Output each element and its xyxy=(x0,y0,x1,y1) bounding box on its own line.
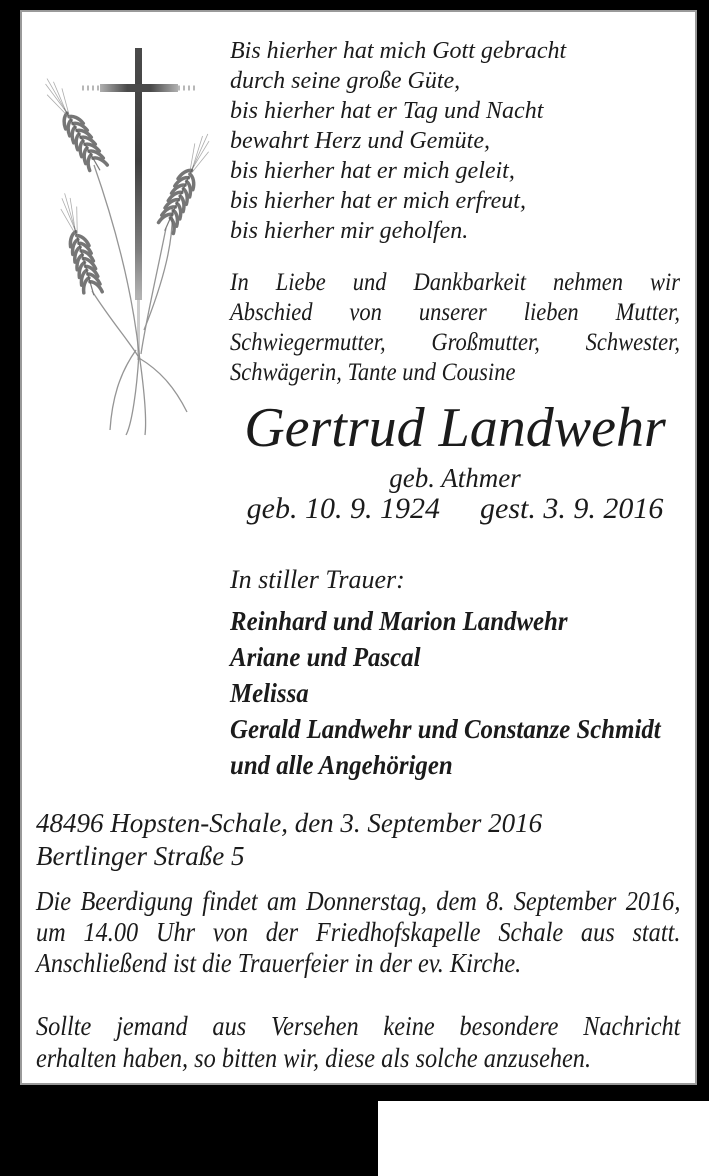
mourner-line: und alle Angehörigen xyxy=(230,750,453,780)
black-background-bottom-left xyxy=(0,1101,378,1176)
funeral-line: um 14.00 Uhr von der Friedhofskapelle Schale aus statt. xyxy=(36,917,681,947)
verse-line: bewahrt Herz und Gemüte, xyxy=(230,128,490,154)
farewell-line: In Liebe und Dankbarkeit nehmen wir xyxy=(230,269,680,296)
wheat-and-cross-illustration xyxy=(24,28,224,436)
mourner-line: Melissa xyxy=(230,678,309,708)
farewell-line: Schwägerin, Tante und Cousine xyxy=(230,359,516,386)
mourner-line: Reinhard und Marion Landwehr xyxy=(230,606,568,636)
farewell-line: Schwiegermutter, Großmutter, Schwester, xyxy=(230,329,680,356)
mourner-line: Gerald Landwehr und Constanze Schmidt xyxy=(230,714,661,744)
maiden-name: geb. Athmer xyxy=(389,463,521,493)
farewell-paragraph xyxy=(230,268,680,388)
place-and-address xyxy=(36,807,686,873)
funeral-line: Die Beerdigung findet am Donnerstag, dem 8. September 2016, xyxy=(36,886,681,916)
place-date-line: 48496 Hopsten-Schale, den 3. September 2016 xyxy=(36,808,543,838)
verse-line: bis hierher hat er mich erfreut, xyxy=(230,188,526,214)
verse-line: bis hierher hat er Tag und Nacht xyxy=(230,98,544,124)
mourners-list xyxy=(230,603,680,783)
deceased-name: Gertrud Landwehr xyxy=(244,397,666,459)
funeral-information xyxy=(36,886,680,979)
verse-line: durch seine große Güte, xyxy=(230,68,461,94)
life-dates xyxy=(230,493,680,525)
address-line: Bertlinger Straße 5 xyxy=(36,841,245,871)
mourning-intro: In stiller Trauer: xyxy=(230,565,405,594)
note-line: erhalten haben, so bitten wir, diese als solche anzusehen. xyxy=(36,1043,592,1073)
death-notice-card xyxy=(20,10,697,1085)
opening-verse xyxy=(230,36,690,246)
verse-line: Bis hierher hat mich Gott gebracht xyxy=(230,38,567,64)
verse-line: bis hierher mir geholfen. xyxy=(230,218,469,244)
note-line: Sollte jemand aus Versehen keine besondere Nachricht xyxy=(36,1011,681,1041)
death-date: gest. 3. 9. 2016 xyxy=(480,492,664,525)
closing-note xyxy=(36,1010,680,1074)
mourner-line: Ariane und Pascal xyxy=(230,642,421,672)
birth-date: geb. 10. 9. 1924 xyxy=(246,492,440,525)
farewell-line: Abschied von unserer lieben Mutter, xyxy=(230,299,680,326)
funeral-line: Anschließend ist die Trauerfeier in der ev. Kirche. xyxy=(36,948,522,978)
verse-line: bis hierher hat er mich geleit, xyxy=(230,158,515,184)
